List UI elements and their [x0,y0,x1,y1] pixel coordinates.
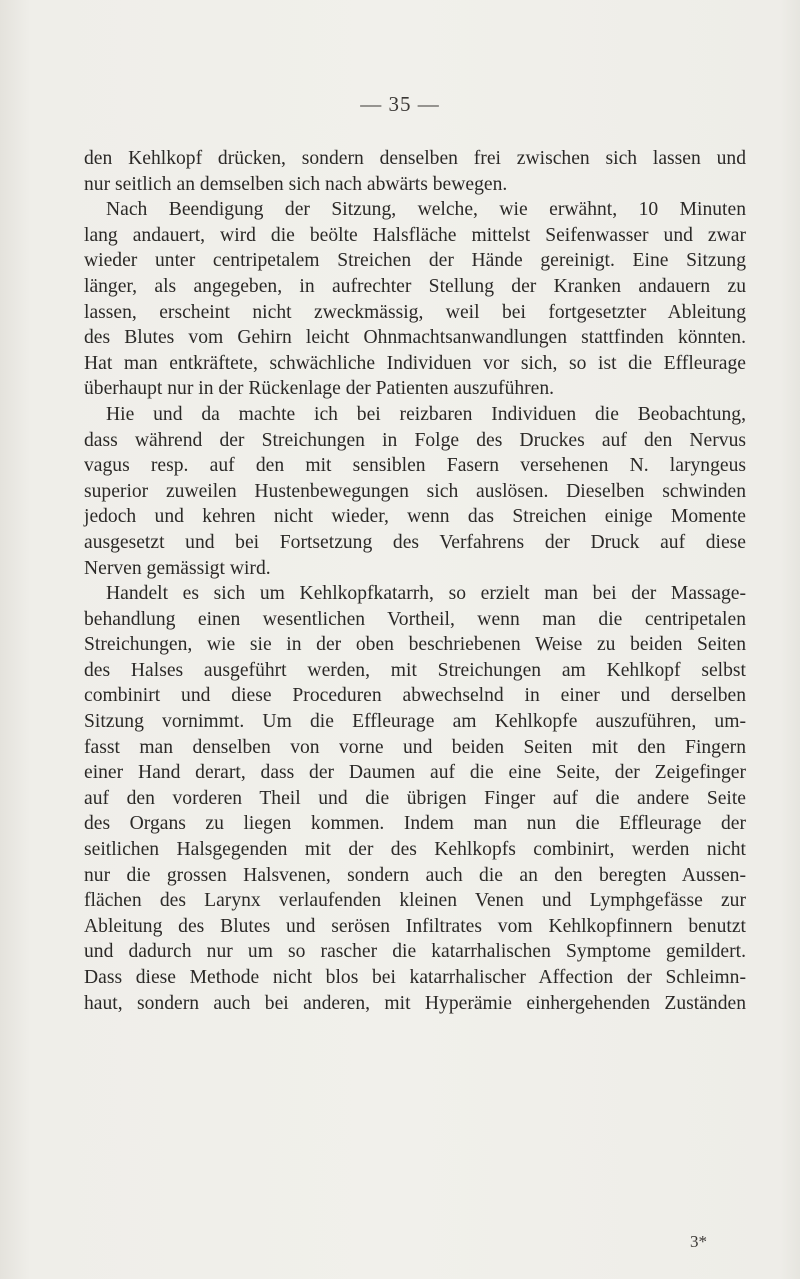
text-line: des Halses ausgeführt werden, mit Streichungen am Kehlkopf selbst [84,659,746,681]
text-line: lang andauert, wird die beölte Halsfläche mittelst Seifenwasser und zwar [84,224,746,246]
text-line: nur seitlich an demselben sich nach abwärts bewegen. [84,173,508,195]
text-line: Sitzung vornimmt. Um die Effleurage am Kehlkopfe auszuführen, um- [84,711,746,733]
paragraph-4 [84,581,746,1016]
text-line: seitlichen Halsgegenden mit der des Kehlkopfs combinirt, werden nicht [84,839,746,861]
page-number: — 35 — [360,92,440,116]
text-line: superior zuweilen Hustenbewegungen sich auslösen. Dieselben schwinden [84,480,746,502]
text-line: dass während der Streichungen in Folge des Druckes auf den Nervus [84,429,746,451]
text-line: combinirt und diese Proceduren abwechselnd in einer und derselben [84,685,746,707]
text-line: behandlung einen wesentlichen Vortheil, wenn man die centripetalen [84,608,746,630]
paragraph-2 [84,197,746,402]
text-line: vagus resp. auf den mit sensiblen Fasern versehenen N. laryngeus [84,455,746,477]
text-line: des Organs zu liegen kommen. Indem man nun die Effleurage der [84,813,746,835]
text-line: den Kehlkopf drücken, sondern denselben frei zwischen sich lassen und [84,148,746,169]
text-line: und dadurch nur um so rascher die katarrhalischen Symptome gemildert. [84,941,746,963]
text-line: überhaupt nur in der Rückenlage der Patienten auszuführen. [84,378,555,400]
text-line: Nach Beendigung der Sitzung, welche, wie erwähnt, 10 Minuten [106,199,746,221]
text-line: jedoch und kehren nicht wieder, wenn das Streichen einige Momente [84,506,746,528]
body-text [84,146,746,1016]
text-line: Streichungen, wie sie in der oben beschriebenen Weise zu beiden Seiten [84,634,746,656]
text-line: Hie und da machte ich bei reizbaren Individuen die Beobachtung, [106,403,746,425]
text-line: Nerven gemässigt wird. [84,557,271,579]
text-line: Hat man entkräftete, schwächliche Individuen vor sich, so ist die Effleurage [84,352,746,374]
text-line: fasst man denselben von vorne und beiden Seiten mit den Fingern [84,736,746,758]
signature-mark: 3* [690,1232,707,1251]
text-line: Ableitung des Blutes und serösen Infiltrates vom Kehlkopfinnern benutzt [84,915,746,937]
text-line: länger, als angegeben, in aufrechter Stellung der Kranken andauern zu [84,275,746,297]
text-line: ausgesetzt und bei Fortsetzung des Verfahrens der Druck auf diese [84,531,746,553]
text-line: nur die grossen Halsvenen, sondern auch die an den beregten Aussen- [84,864,746,886]
paragraph-3 [84,402,746,581]
paragraph-1 [84,146,746,197]
text-line: Dass diese Methode nicht blos bei katarrhalischer Affection der Schleimn- [84,967,746,988]
text-line: des Blutes vom Gehirn leicht Ohnmachtsanwandlungen stattfinden könnten. [84,327,746,349]
text-line: flächen des Larynx verlaufenden kleinen Venen und Lymphgefässe zur [84,890,746,912]
text-line: einer Hand derart, dass der Daumen auf die eine Seite, der Zeigefinger [84,762,746,784]
text-line: auf den vorderen Theil und die übrigen Finger auf die andere Seite [84,787,746,809]
text-line: wieder unter centripetalem Streichen der Hände gereinigt. Eine Sitzung [84,250,746,272]
text-line: Handelt es sich um Kehlkopfkatarrh, so erzielt man bei der Massage- [106,583,746,605]
text-line: haut, sondern auch bei anderen, mit Hyperämie einhergehenden Zuständen [84,992,746,1014]
text-line: lassen, erscheint nicht zweckmässig, weil bei fortgesetzter Ableitung [84,301,746,323]
